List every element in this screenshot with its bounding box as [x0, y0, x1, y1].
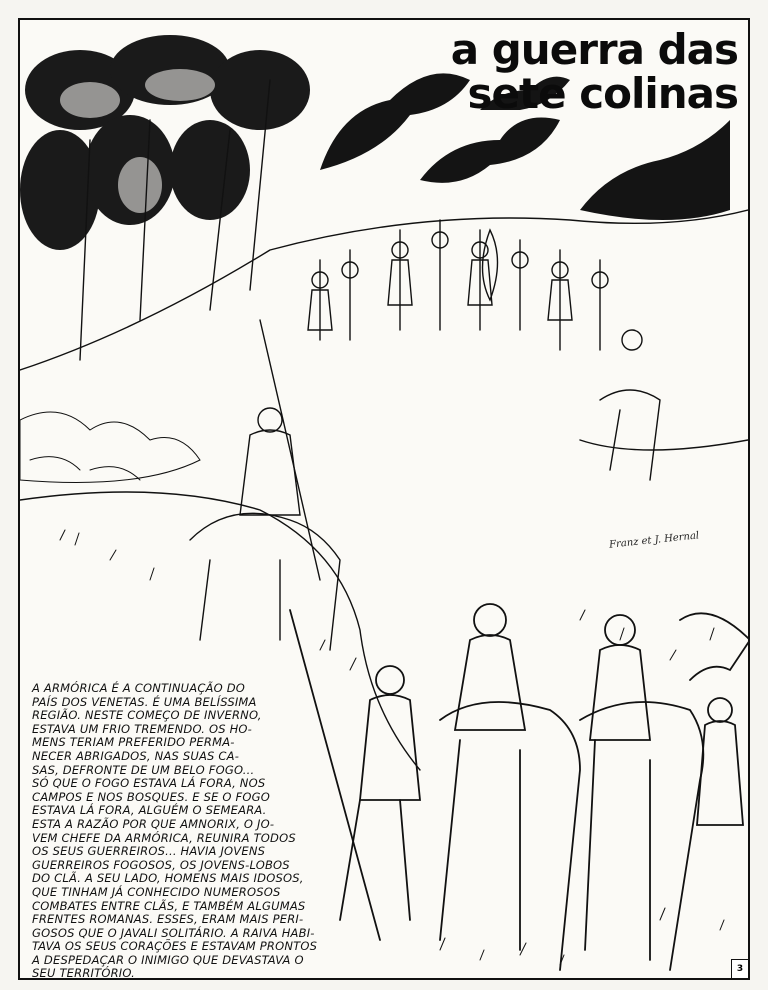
- title-line-1: a guerra das: [450, 25, 738, 74]
- narration-line: GOSOS QUE O JAVALI SOLITÁRIO. A RAIVA HABI-: [32, 925, 315, 940]
- narration-line: PAÍS DOS VENETAS. É UMA BELÍSSIMA: [32, 694, 257, 709]
- narration-line: SAS, DEFRONTE DE UM BELO FOGO...: [32, 762, 255, 777]
- narration-line: NECER ABRIGADOS, NAS SUAS CA-: [32, 748, 240, 763]
- undergrowth: [20, 412, 200, 483]
- artist-signature: Franz et J. Hernal: [608, 530, 700, 551]
- narration-caption: [32, 682, 332, 980]
- title-line-2: sete colinas: [467, 69, 738, 118]
- narration-line: ESTAVA UM FRIO TREMENDO. OS HO-: [32, 721, 253, 736]
- narration-line: SÓ QUE O FOGO ESTAVA LÁ FORA, NOS: [32, 776, 266, 791]
- narration-line: ESTA A RAZÃO POR QUE AMNORIX, O JO-: [32, 816, 275, 831]
- forest-trees: [20, 35, 310, 250]
- narration-line: COMBATES ENTRE CLÃS, E TAMBÉM ALGUMAS: [32, 898, 306, 913]
- story-title: [450, 25, 738, 118]
- comic-page: [18, 18, 750, 980]
- foreground-riders: [290, 604, 748, 970]
- narration-line: QUE TINHAM JÁ CONHECIDO NUMEROSOS: [32, 884, 281, 899]
- mounted-warriors: [190, 320, 660, 650]
- narration-line: DO CLÃ. A SEU LADO, HOMENS MAIS IDOSOS,: [32, 871, 304, 886]
- narration-line: ESTAVA LÁ FORA, ALGUÉM O SEMEARA.: [32, 803, 267, 818]
- distant-warriors: [308, 220, 608, 350]
- narration-line: OS SEUS GUERREIROS... HAVIA JOVENS: [32, 844, 266, 859]
- narration-line: A ARMÓRICA É A CONTINUAÇÃO DO: [32, 681, 246, 695]
- narration-line: TAVA OS SEUS CORAÇÕES E ESTAVAM PRONTOS: [32, 939, 318, 954]
- narration-line: GUERREIROS FOGOSOS, OS JOVENS-LOBOS: [32, 857, 290, 872]
- narration-line: MENS TERIAM PREFERIDO PERMA-: [32, 735, 235, 750]
- narration-line: FRENTES ROMANAS. ESSES, ERAM MAIS PERI-: [32, 912, 304, 927]
- narration-line: VEM CHEFE DA ARMÓRICA, REUNIRA TODOS: [32, 830, 296, 845]
- page-number: 3: [731, 959, 749, 979]
- narration-line: CAMPOS E NOS BOSQUES. E SE O FOGO: [32, 789, 270, 804]
- narration-line: SEU TERRITÓRIO.: [32, 966, 136, 980]
- narration-line: REGIÃO. NESTE COMEÇO DE INVERNO,: [32, 708, 262, 723]
- narration-line: A DESPEDAÇAR O INIMIGO QUE DEVASTAVA O: [32, 952, 304, 967]
